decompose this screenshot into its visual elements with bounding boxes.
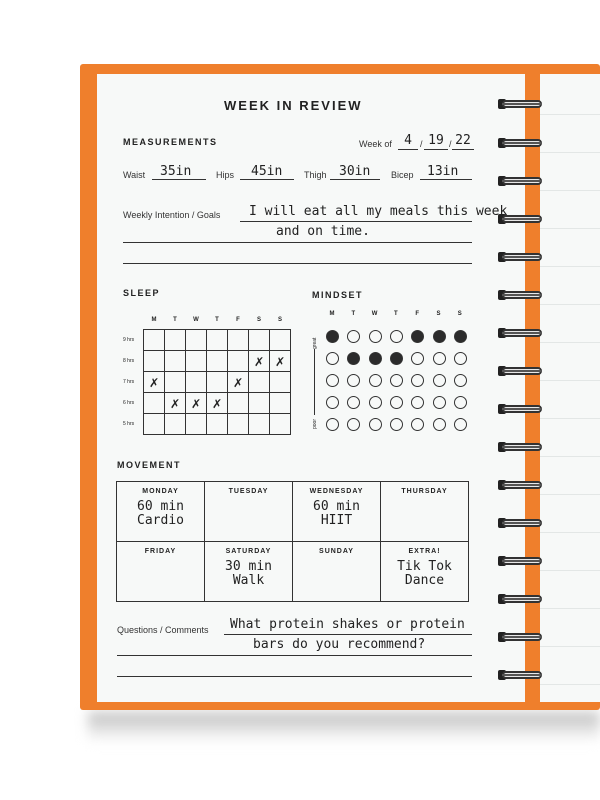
movement-heading: MOVEMENT [117, 460, 182, 470]
facing-page-rule [540, 684, 600, 685]
mindset-circle[interactable] [369, 396, 382, 409]
mindset-heading: MINDSET [312, 290, 363, 300]
movement-grid [116, 481, 469, 602]
mindset-bottom-label: poor [312, 418, 318, 429]
sleep-cell[interactable] [228, 351, 249, 372]
mindset-circle-filled[interactable] [433, 330, 446, 343]
sleep-cell[interactable] [249, 393, 270, 414]
sleep-cell[interactable] [207, 414, 228, 435]
facing-page-rule [540, 418, 600, 419]
waist-line [152, 179, 206, 180]
sleep-cell[interactable] [144, 393, 165, 414]
week-month: 4 [404, 133, 412, 148]
movement-note: Tik Tok Dance [397, 559, 452, 588]
week-year-line [452, 149, 474, 150]
mindset-day-header: S [436, 311, 441, 317]
date-slash: / [449, 139, 452, 149]
movement-day-label: SUNDAY [319, 548, 354, 555]
facing-page-rule [540, 608, 600, 609]
facing-page-rule [540, 646, 600, 647]
spiral-ring [494, 402, 544, 416]
sleep-mark[interactable]: ✗ [186, 393, 207, 414]
mindset-circle[interactable] [326, 352, 339, 365]
sleep-cell[interactable] [165, 372, 186, 393]
sleep-cell[interactable] [165, 351, 186, 372]
sleep-cell[interactable] [186, 330, 207, 351]
sleep-cell[interactable] [186, 351, 207, 372]
sleep-cell[interactable] [249, 372, 270, 393]
sleep-day-header: T [215, 317, 219, 323]
sleep-cell[interactable] [228, 414, 249, 435]
facing-page-rule [540, 266, 600, 267]
sleep-mark[interactable]: ✗ [144, 372, 165, 393]
spiral-ring [494, 668, 544, 682]
sleep-row-label: 7 hrs [123, 379, 135, 385]
spiral-ring [494, 97, 544, 111]
mindset-circle-filled[interactable] [326, 330, 339, 343]
mindset-circle[interactable] [390, 330, 403, 343]
movement-day-label: SATURDAY [225, 548, 272, 555]
movement-cell[interactable] [381, 482, 469, 542]
mindset-circle[interactable] [390, 396, 403, 409]
facing-page-rule [540, 380, 600, 381]
spiral-ring [494, 250, 544, 264]
movement-cell[interactable] [117, 542, 205, 602]
week-day-line [424, 149, 448, 150]
mindset-circle[interactable] [433, 396, 446, 409]
spiral-ring [494, 288, 544, 302]
hips-value: 45in [251, 164, 283, 179]
movement-cell[interactable] [293, 482, 381, 542]
questions-label: Questions / Comments [117, 625, 209, 635]
mindset-day-header: M [329, 311, 335, 317]
movement-day-label: WEDNESDAY [309, 488, 364, 495]
sleep-row-label: 6 hrs [123, 400, 135, 406]
week-of-label: Week of [359, 139, 392, 149]
sleep-day-header: M [151, 317, 157, 323]
mindset-top-label: great [312, 337, 318, 349]
mindset-circle[interactable] [390, 418, 403, 431]
movement-day-label: TUESDAY [228, 488, 269, 495]
sleep-cell[interactable] [186, 372, 207, 393]
waist-label: Waist [123, 170, 146, 180]
thigh-label: Thigh [304, 170, 327, 180]
facing-page-rule [540, 570, 600, 571]
hips-line [240, 179, 294, 180]
mindset-day-header: T [351, 311, 356, 317]
sleep-cell[interactable] [165, 414, 186, 435]
sleep-cell[interactable] [144, 351, 165, 372]
intention-rule-2 [123, 242, 472, 243]
sleep-cell[interactable] [270, 372, 291, 393]
sleep-row-label: 5 hrs [123, 421, 135, 427]
mindset-circle[interactable] [390, 374, 403, 387]
intention-line-1: I will eat all my meals this week [249, 204, 508, 219]
sleep-cell[interactable] [270, 414, 291, 435]
mindset-circle[interactable] [326, 374, 339, 387]
facing-page-rule [540, 494, 600, 495]
facing-page-rule [540, 114, 600, 115]
movement-cell[interactable] [117, 482, 205, 542]
spiral-ring [494, 630, 544, 644]
mindset-scale-arrow [314, 349, 315, 415]
mindset-circle[interactable] [454, 418, 467, 431]
sleep-cell[interactable] [207, 351, 228, 372]
week-day: 19 [428, 133, 444, 148]
page-title: WEEK IN REVIEW [224, 98, 363, 113]
sleep-mark[interactable]: ✗ [207, 393, 228, 414]
spiral-ring [494, 364, 544, 378]
sleep-cell[interactable] [207, 372, 228, 393]
sleep-mark[interactable]: ✗ [249, 351, 270, 372]
movement-cell[interactable] [205, 482, 293, 542]
sleep-cell[interactable] [144, 330, 165, 351]
thigh-line [330, 179, 380, 180]
movement-day-label: FRIDAY [144, 548, 177, 555]
week-month-line [398, 149, 418, 150]
notebook-shadow [88, 712, 600, 742]
facing-page-rule [540, 456, 600, 457]
facing-page [540, 74, 600, 702]
sleep-heading: SLEEP [123, 288, 161, 298]
mindset-day-header: T [394, 311, 398, 317]
movement-cell[interactable] [381, 542, 469, 602]
questions-rule-2 [117, 655, 472, 656]
thigh-value: 30in [339, 164, 371, 179]
sleep-row-label: 8 hrs [123, 358, 135, 364]
sleep-cell[interactable] [270, 330, 291, 351]
movement-day-label: THURSDAY [401, 488, 448, 495]
bicep-value: 13in [427, 164, 459, 179]
week-year: 22 [455, 133, 471, 148]
sleep-cell[interactable] [186, 414, 207, 435]
sleep-cell[interactable] [249, 414, 270, 435]
mindset-circle[interactable] [326, 396, 339, 409]
facing-page-rule [540, 342, 600, 343]
spiral-ring [494, 478, 544, 492]
hips-label: Hips [216, 170, 235, 180]
movement-note: 60 min HIIT [313, 499, 360, 528]
sleep-mark[interactable]: ✗ [228, 372, 249, 393]
measurements-heading: MEASUREMENTS [123, 137, 218, 147]
intention-rule-1 [240, 221, 472, 222]
spiral-ring [494, 174, 544, 188]
facing-page-rule [540, 190, 600, 191]
mindset-circle[interactable] [433, 352, 446, 365]
mindset-circle[interactable] [369, 330, 382, 343]
spiral-ring [494, 326, 544, 340]
sleep-cell[interactable] [165, 330, 186, 351]
mindset-day-header: F [415, 311, 420, 317]
questions-rule-1 [224, 634, 472, 635]
questions-line-2: bars do you recommend? [253, 637, 426, 652]
spiral-ring [494, 440, 544, 454]
facing-page-rule [540, 228, 600, 229]
mindset-circle[interactable] [326, 418, 339, 431]
date-slash: / [420, 139, 423, 149]
mindset-circle[interactable] [454, 374, 467, 387]
mindset-circle[interactable] [369, 374, 382, 387]
sleep-row-label: 9 hrs [123, 337, 135, 343]
sleep-day-header: T [173, 317, 177, 323]
mindset-circle[interactable] [433, 374, 446, 387]
mindset-day-header: S [457, 311, 462, 317]
movement-note: 60 min Cardio [137, 499, 184, 528]
mindset-circle-filled[interactable] [369, 352, 382, 365]
movement-day-label: MONDAY [142, 488, 179, 495]
spiral-ring [494, 554, 544, 568]
spiral-ring [494, 592, 544, 606]
sleep-cell[interactable] [207, 330, 228, 351]
sleep-cell[interactable] [270, 393, 291, 414]
mindset-circle[interactable] [433, 418, 446, 431]
waist-value: 35in [160, 164, 192, 179]
intention-rule-3 [123, 263, 472, 264]
spiral-ring [494, 136, 544, 150]
sleep-day-header: S [256, 317, 261, 323]
intention-line-2: and on time. [276, 224, 370, 239]
bicep-label: Bicep [391, 170, 414, 180]
facing-page-rule [540, 532, 600, 533]
movement-day-label: EXTRA! [408, 548, 441, 555]
mindset-circle[interactable] [454, 352, 467, 365]
mindset-circle[interactable] [454, 396, 467, 409]
sleep-mark[interactable]: ✗ [165, 393, 186, 414]
sleep-mark[interactable]: ✗ [270, 351, 291, 372]
mindset-day-header: W [371, 311, 378, 317]
bicep-line [420, 179, 472, 180]
facing-page-rule [540, 152, 600, 153]
mindset-circle-filled[interactable] [454, 330, 467, 343]
questions-line-1: What protein shakes or protein [230, 617, 465, 632]
sleep-day-header: S [277, 317, 282, 323]
sleep-cell[interactable] [228, 330, 249, 351]
movement-cell[interactable] [205, 542, 293, 602]
sleep-cell[interactable] [144, 414, 165, 435]
sleep-grid [123, 311, 291, 435]
intention-label: Weekly Intention / Goals [123, 210, 221, 220]
sleep-cell[interactable] [228, 393, 249, 414]
questions-rule-3 [117, 676, 472, 677]
sleep-cell[interactable] [249, 330, 270, 351]
mindset-circle-filled[interactable] [390, 352, 403, 365]
sleep-day-header: F [236, 317, 240, 323]
sleep-day-header: W [193, 317, 199, 323]
facing-page-rule [540, 304, 600, 305]
movement-cell[interactable] [293, 542, 381, 602]
movement-note: 30 min Walk [225, 559, 272, 588]
spiral-ring [494, 516, 544, 530]
mindset-circle[interactable] [369, 418, 382, 431]
